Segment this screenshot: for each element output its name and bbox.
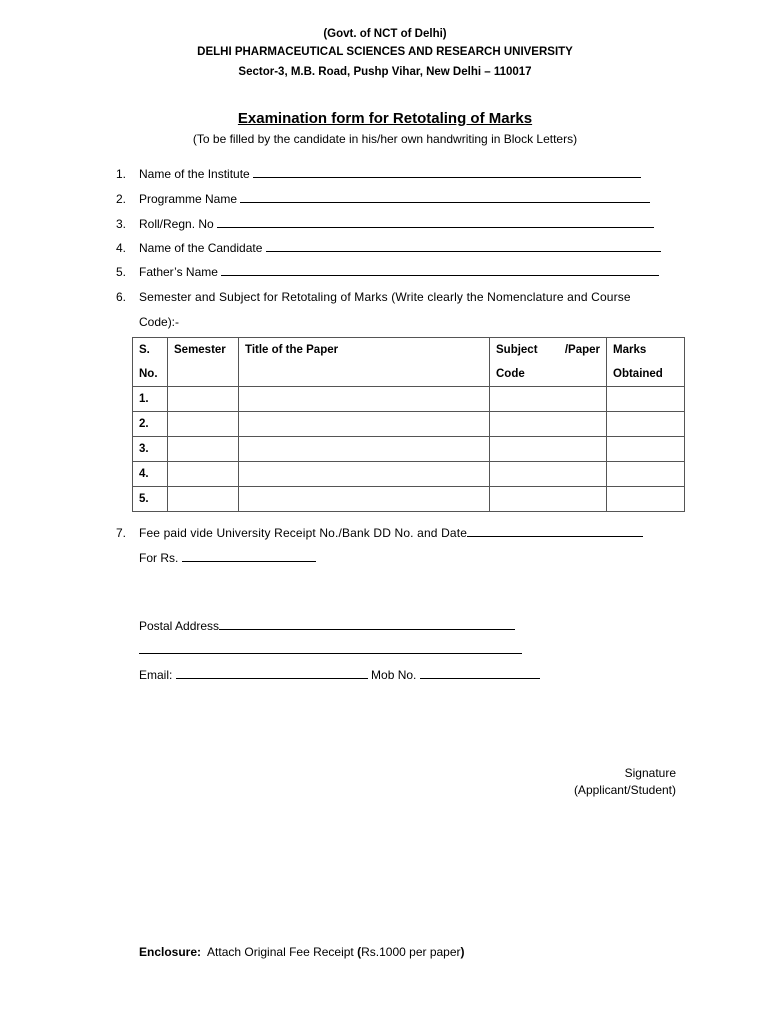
col-subject-code (490, 338, 607, 387)
cell-semester[interactable] (168, 462, 239, 487)
university-name: DELHI PHARMACEUTICAL SCIENCES AND RESEARCH UNIVERSITY (197, 46, 573, 58)
header-text: Semester (174, 344, 226, 356)
cell-title[interactable] (239, 387, 490, 412)
contact-line (139, 668, 540, 682)
cell-title[interactable] (239, 437, 490, 462)
postal-label: Postal Address (139, 619, 220, 633)
cell-title[interactable] (239, 487, 490, 512)
postal-blank-2[interactable] (139, 643, 522, 654)
row-number: 5. (133, 487, 168, 512)
cell-subject-code[interactable] (490, 412, 607, 437)
programme-blank[interactable] (240, 192, 650, 203)
field-label: Roll/Regn. No (139, 217, 214, 231)
field-candidate (116, 241, 661, 255)
cell-marks[interactable] (607, 437, 685, 462)
enclosure-paren: ) (460, 945, 465, 959)
table-row (133, 412, 685, 437)
field-semester-subject-cont: Code):- (139, 315, 180, 329)
field-label: Father’s Name (139, 265, 218, 279)
cell-semester[interactable] (168, 487, 239, 512)
postal-blank[interactable] (219, 619, 515, 630)
header-text: Subject (496, 344, 538, 356)
institute-blank[interactable] (253, 167, 641, 178)
field-institute (116, 167, 641, 181)
enclosure-text: Attach Original Fee Receipt (207, 945, 358, 959)
cell-marks[interactable] (607, 487, 685, 512)
cell-subject-code[interactable] (490, 437, 607, 462)
roll-blank[interactable] (217, 217, 654, 228)
table-row (133, 462, 685, 487)
field-number: 3. (116, 217, 127, 231)
header-text: S. (139, 344, 150, 356)
col-semester (168, 338, 239, 387)
cell-semester[interactable] (168, 387, 239, 412)
field-number: 6. (116, 290, 127, 304)
header-text: No. (139, 368, 158, 380)
signature-role: (Applicant/Student) (573, 783, 676, 797)
row-number: 4. (133, 462, 168, 487)
enclosure-label: Enclosure: (139, 945, 202, 959)
col-marks (607, 338, 685, 387)
form-subtitle: (To be filled by the candidate in his/her own handwriting in Block Letters) (192, 132, 578, 146)
amount-blank[interactable] (182, 551, 316, 562)
header-text: Obtained (613, 368, 663, 380)
email-blank[interactable] (176, 668, 368, 679)
enclosure-amount: Rs.1000 per paper (361, 945, 461, 959)
govt-line: (Govt. of NCT of Delhi) (323, 28, 447, 40)
cell-marks[interactable] (607, 412, 685, 437)
row-number: 1. (133, 387, 168, 412)
postal-address-cont (139, 643, 522, 657)
email-label: Email: (139, 668, 173, 682)
field-roll (116, 217, 654, 231)
postal-address (139, 619, 515, 633)
field-label: Programme Name (139, 192, 238, 206)
header-text: /Paper (564, 344, 600, 356)
enclosure-note (139, 945, 465, 959)
field-programme (116, 192, 650, 206)
signature-label: Signature (624, 766, 676, 780)
amount-label: For Rs. (139, 551, 179, 565)
row-number: 2. (133, 412, 168, 437)
field-number: 5. (116, 265, 127, 279)
mobile-label: Mob No. (371, 668, 417, 682)
field-label: Name of the Institute (139, 167, 250, 181)
cell-subject-code[interactable] (490, 487, 607, 512)
field-father (116, 265, 659, 279)
header-text: Marks (613, 344, 647, 356)
table-row (133, 387, 685, 412)
header-text: Title of the Paper (245, 344, 339, 356)
field-number: 1. (116, 167, 127, 181)
field-number: 2. (116, 192, 127, 206)
field-label: Semester and Subject for Retotaling of Marks (Write clearly the Nomenclature and Course (139, 290, 631, 304)
field-number: 7. (116, 526, 127, 540)
header-text: Code (496, 368, 525, 380)
cell-marks[interactable] (607, 462, 685, 487)
university-address: Sector-3, M.B. Road, Pushp Vihar, New Delhi – 110017 (238, 66, 532, 78)
field-fee (116, 526, 643, 540)
field-label: Name of the Candidate (139, 241, 263, 255)
father-blank[interactable] (221, 265, 659, 276)
field-number: 4. (116, 241, 127, 255)
receipt-blank[interactable] (467, 526, 643, 537)
field-label: Fee paid vide University Receipt No./Bank DD No. and Date (139, 526, 468, 540)
cell-semester[interactable] (168, 437, 239, 462)
field-amount (139, 551, 316, 565)
field-semester-subject (116, 290, 631, 304)
table-row (133, 437, 685, 462)
cell-subject-code[interactable] (490, 387, 607, 412)
table-header-row (133, 338, 685, 387)
col-title (239, 338, 490, 387)
cell-title[interactable] (239, 412, 490, 437)
col-sno (133, 338, 168, 387)
subject-table (132, 337, 685, 512)
form-title: Examination form for Retotaling of Marks (237, 110, 533, 127)
candidate-blank[interactable] (266, 241, 661, 252)
table-row (133, 487, 685, 512)
cell-title[interactable] (239, 462, 490, 487)
cell-semester[interactable] (168, 412, 239, 437)
cell-marks[interactable] (607, 387, 685, 412)
row-number: 3. (133, 437, 168, 462)
enclosure-paren: ( (357, 945, 362, 959)
mobile-blank[interactable] (420, 668, 540, 679)
cell-subject-code[interactable] (490, 462, 607, 487)
